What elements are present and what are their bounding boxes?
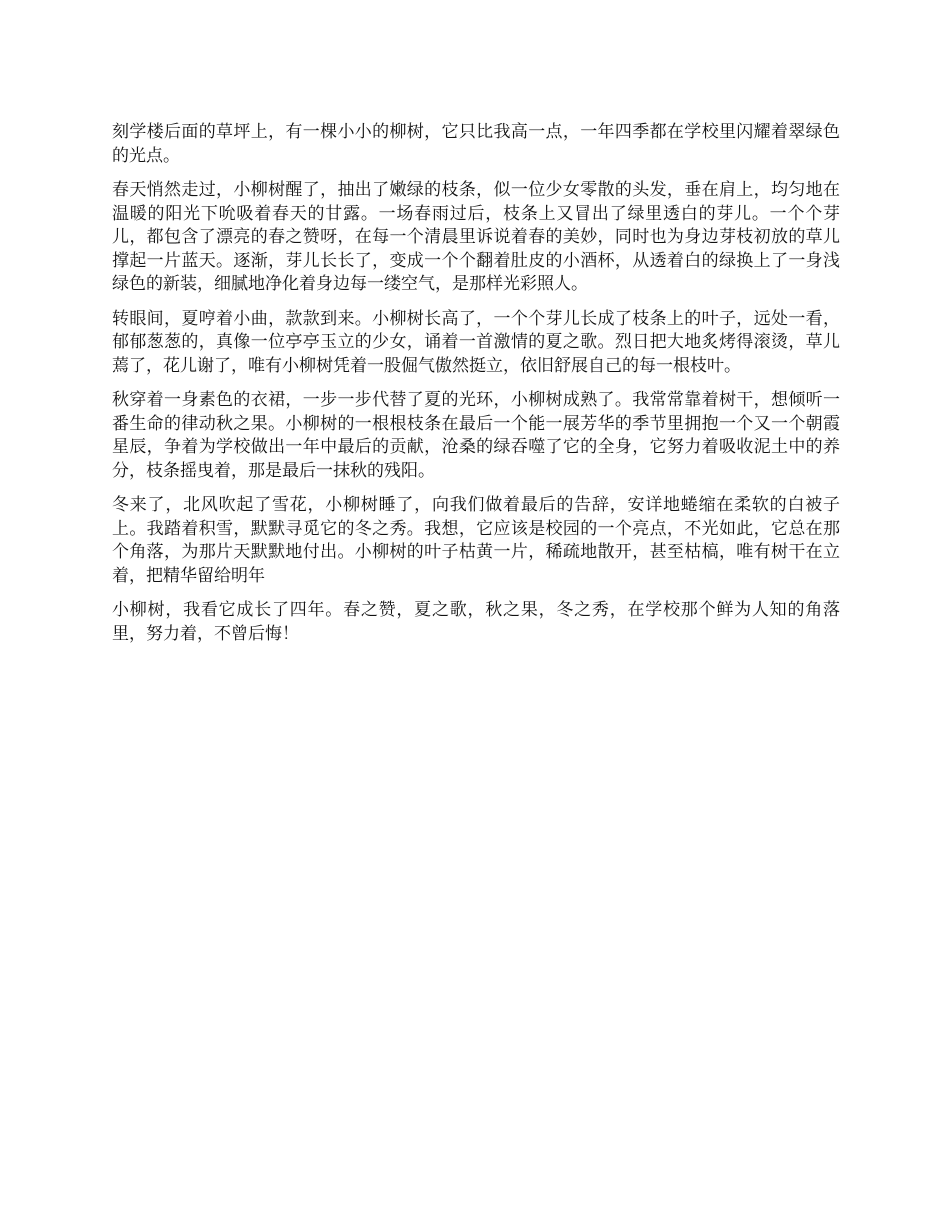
- paragraph-spring: 春天悄然走过，小柳树醒了，抽出了嫩绿的枝条，似一位少女零散的头发，垂在肩上，均匀地在温暖的阳光下吮吸着春天的甘露。一场春雨过后，枝条上又冒出了绿里透白的芽儿。一个个芽儿，都包含了漂亮的春之赞呀，在每一个清晨里诉说着春的美妙，同时也为身边芽枝初放的草儿撑起一片蓝天。逐渐，芽儿长长了，变成一个个翻着肚皮的小酒杯，从透着白的绿换上了一身浅绿色的新装，细腻地净化着身边每一缕空气，是那样光彩照人。: [112, 180, 840, 294]
- paragraph-winter: 冬来了，北风吹起了雪花，小柳树睡了，向我们做着最后的告辞，安详地蜷缩在柔软的白被子上。我踏着积雪，默默寻觅它的冬之秀。我想，它应该是校园的一个亮点，不光如此，它总在那个角落，为那片天默默地付出。小柳树的叶子枯黄一片，稀疏地散开，甚至枯槁，唯有树干在立着，把精华留给明年: [112, 495, 840, 586]
- paragraph-intro: 刻学楼后面的草坪上，有一棵小小的柳树，它只比我高一点，一年四季都在学校里闪耀着翠绿色的光点。: [112, 122, 840, 166]
- paragraph-autumn: 秋穿着一身素色的衣裙，一步一步代替了夏的光环，小柳树成熟了。我常常靠着树干，想倾听一番生命的律动秋之果。小柳树的一根根枝条在最后一个能一展芳华的季节里拥抱一个又一个朝霞星辰，争着为学校做出一年中最后的贡献，沧桑的绿吞噬了它的全身，它努力着吸收泥土中的养分，枝条摇曳着，那是最后一抹秋的残阳。: [112, 390, 840, 481]
- document-body: [112, 121, 840, 657]
- paragraph-conclusion: 小柳树，我看它成长了四年。春之赞，夏之歌，秋之果，冬之秀，在学校那个鲜为人知的角落里，努力着，不曾后悔！: [112, 600, 840, 644]
- paragraph-summer: 转眼间，夏哼着小曲，款款到来。小柳树长高了，一个个芽儿长成了枝条上的叶子，远处一看，郁郁葱葱的，真像一位亭亭玉立的少女，诵着一首激情的夏之歌。烈日把大地炙烤得滚烫，草儿蔫了，花儿谢了，唯有小柳树凭着一股倔气傲然挺立，依旧舒展自己的每一根枝叶。: [112, 308, 840, 376]
